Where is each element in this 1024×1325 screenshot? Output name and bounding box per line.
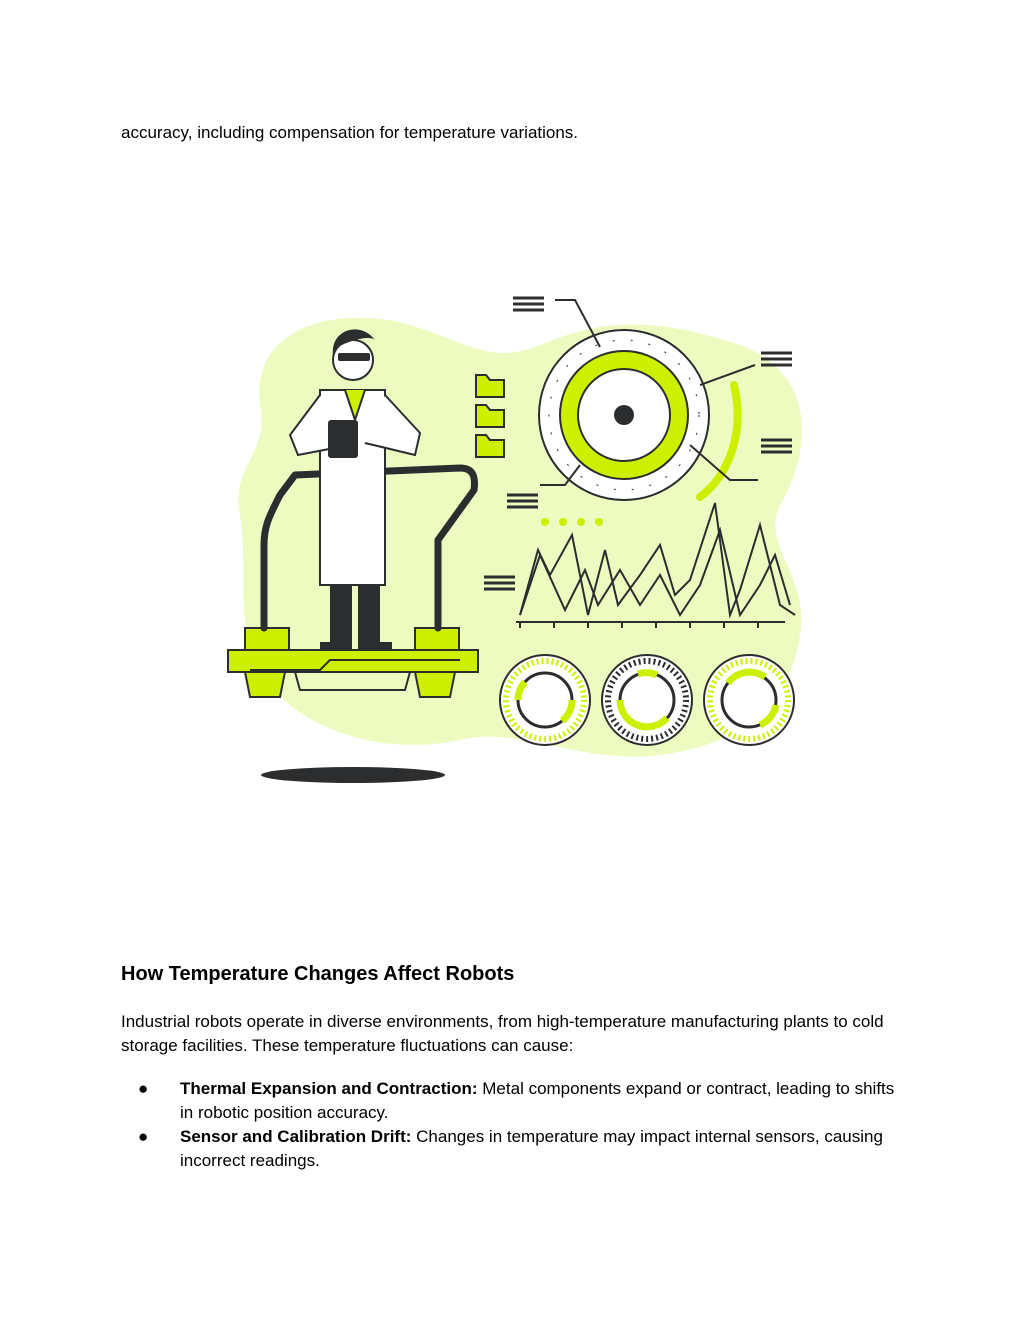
gauge-3 [704,655,794,745]
folder-icons [476,375,504,457]
list-item-text: Changes in temperature may impact internal sensors, causing incorrect readings. [180,1127,883,1170]
bullet-icon: ● [138,1079,149,1098]
gauge-1 [500,655,590,745]
list-item [121,1077,901,1125]
effects-list [121,1077,901,1173]
list-item-title: Thermal Expansion and Contraction: [180,1079,478,1098]
small-gauges [500,655,794,745]
list-item-text: Metal components expand or contract, leading to shifts in robotic position accuracy. [180,1079,895,1122]
list-item [121,1125,901,1173]
gauge-2 [602,655,692,745]
section-heading: How Temperature Changes Affect Robots [121,963,515,985]
intro-paragraph: accuracy, including compensation for temperature variations. [121,123,579,142]
bullet-icon: ● [138,1127,149,1146]
section-paragraph: Industrial robots operate in diverse environments, from high-temperature manufacturing plants to cold storage facilities. These temperature fluctuations can cause: [121,1012,884,1055]
engineer-dashboard-illustration [220,285,820,790]
shadow [261,767,445,783]
list-item-title: Sensor and Calibration Drift: [180,1127,412,1146]
